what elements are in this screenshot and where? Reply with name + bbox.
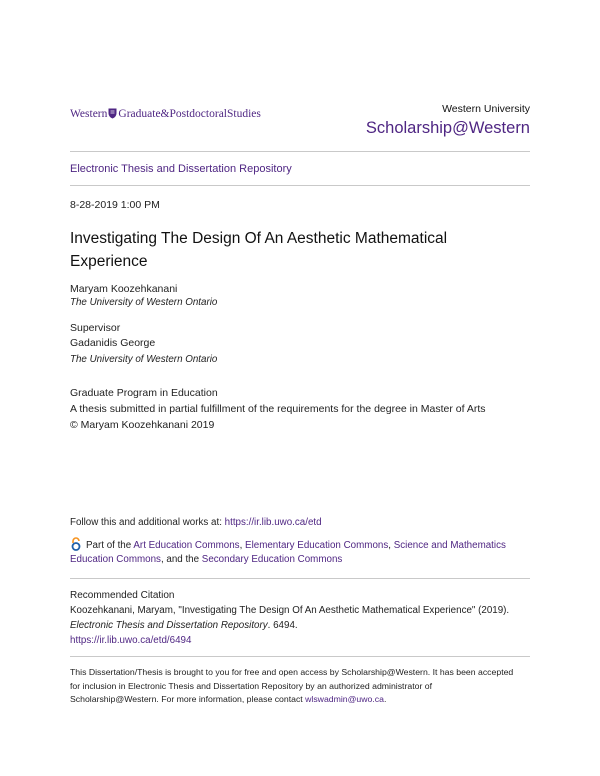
- supervisor-name: Gadanidis George: [70, 337, 156, 349]
- citation-url-link[interactable]: https://ir.lib.uwo.ca/etd/6494: [70, 635, 192, 646]
- part-of-sep-3: , and the: [160, 554, 202, 565]
- citation-journal: Electronic Thesis and Dissertation Repository: [70, 620, 268, 631]
- follow-text: Follow this and additional works at:: [70, 517, 225, 528]
- follow-line: [70, 517, 322, 528]
- science-math-commons-link-a[interactable]: Science and Mathematics: [393, 540, 506, 551]
- part-of-line-1: [70, 537, 506, 554]
- header-divider: [70, 151, 530, 152]
- western-university-label: Western University: [442, 103, 530, 115]
- copyright-notice: © Maryam Koozehkanani 2019: [70, 419, 215, 431]
- supervisor-affiliation: The University of Western Ontario: [70, 354, 218, 365]
- elementary-education-commons-link[interactable]: Elementary Education Commons: [245, 540, 389, 551]
- repository-divider: [70, 185, 530, 186]
- open-access-icon: [70, 537, 83, 554]
- footer-line-1: This Dissertation/Thesis is brought to you for free and open access by Scholarship@Western. It has been accepted: [70, 667, 514, 677]
- art-education-commons-link[interactable]: Art Education Commons: [133, 540, 240, 551]
- submission-date: 8-28-2019 1:00 PM: [70, 199, 160, 211]
- etd-url-link[interactable]: https://ir.lib.uwo.ca/etd: [224, 517, 322, 528]
- part-of-prefix: Part of the: [86, 540, 134, 551]
- citation-line-2: [70, 620, 298, 631]
- western-shield-icon: [108, 108, 117, 122]
- part-of-sep-1: ,: [239, 540, 246, 551]
- citation-line-1: Koozehkanani, Maryam, "Investigating The Design Of An Aesthetic Mathematical Experience" (2019).: [70, 605, 510, 616]
- author-affiliation: The University of Western Ontario: [70, 297, 218, 308]
- science-math-commons-link-b[interactable]: Education Commons: [70, 554, 161, 565]
- footer-line-3-text: Scholarship@Western. For more information, please contact: [70, 694, 306, 704]
- repository-link[interactable]: Electronic Thesis and Dissertation Repository: [70, 163, 292, 175]
- footer-line-3-end: .: [383, 694, 387, 704]
- admin-email-link[interactable]: wlswadmin@uwo.ca: [305, 694, 384, 704]
- author-name: Maryam Koozehkanani: [70, 283, 178, 295]
- logo-western-text: Western: [70, 108, 108, 120]
- supervisor-label: Supervisor: [70, 322, 121, 334]
- western-graduate-studies-logo: [70, 108, 261, 122]
- thesis-note: A thesis submitted in partial fulfillment of the requirements for the degree in Master of Arts: [70, 403, 486, 415]
- logo-grad-studies-text: Graduate&PostdoctoralStudies: [118, 108, 261, 120]
- footer-divider: [70, 656, 530, 657]
- footer-line-2: for inclusion in Electronic Thesis and Dissertation Repository by an authorized administrator of: [70, 680, 432, 691]
- footer-line-3: [70, 693, 540, 707]
- citation-heading: Recommended Citation: [70, 590, 175, 601]
- secondary-education-commons-link[interactable]: Secondary Education Commons: [201, 554, 343, 565]
- part-of-sep-2: ,: [388, 540, 394, 551]
- scholarship-western-logo[interactable]: Scholarship@Western: [365, 119, 530, 137]
- footer-notice: [70, 666, 540, 707]
- part-of-line-2: [70, 554, 342, 565]
- citation-number: . 6494.: [267, 620, 298, 631]
- graduate-program: Graduate Program in Education: [70, 387, 218, 399]
- thesis-title: Investigating The Design Of An Aesthetic Mathematical Experience: [70, 230, 448, 270]
- citation-divider: [70, 578, 530, 579]
